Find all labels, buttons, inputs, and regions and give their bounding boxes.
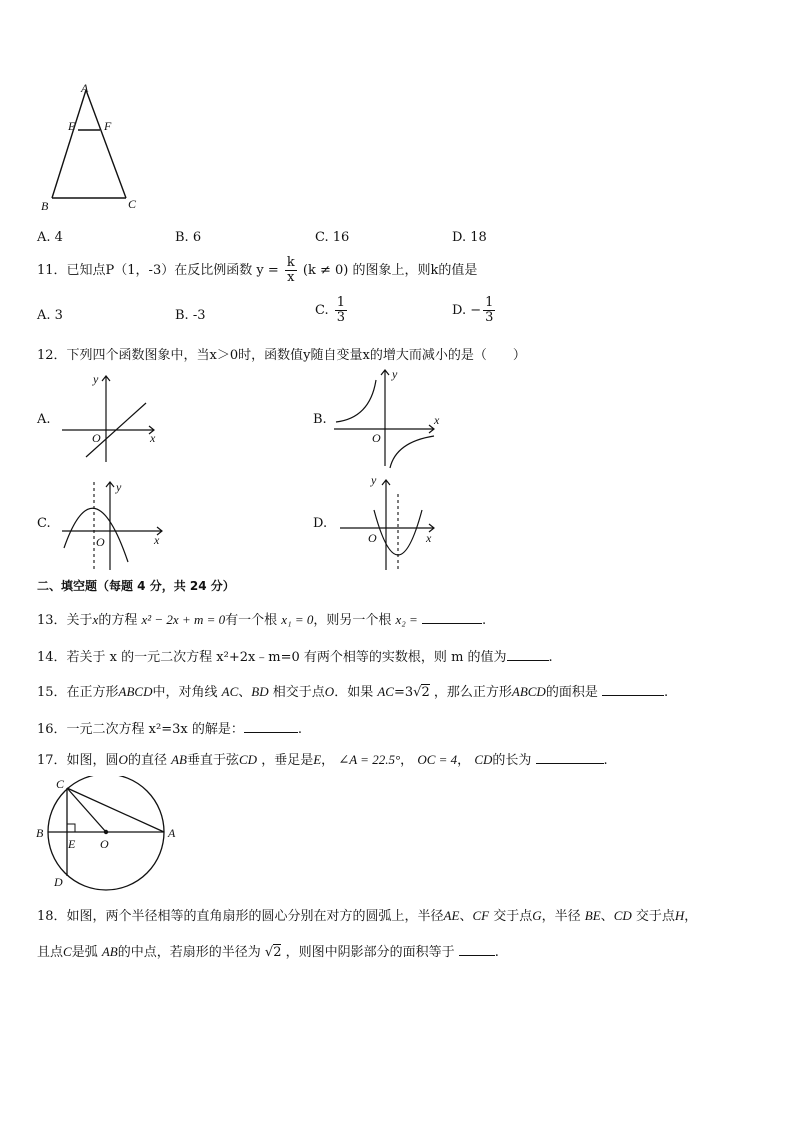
q17-answer-blank[interactable] (536, 751, 604, 764)
q18-question-line-1: 18．如图，两个半径相等的直角扇形的圆心分别在对方的圆弧上，半径AE、CF 交于点G，半径 BE、CD 交于点H， (37, 908, 698, 924)
q14-question: 14．若关于 x 的一元二次方程 x²+2x﹣m=0 有两个相等的实数根，则 m 的值为 . (37, 650, 553, 665)
svg-text:O: O (92, 431, 101, 445)
q15-question: 15．在正方形ABCD中，对角线 AC、BD 相交于点O．如果 AC=3√2 ，那么正方形ABCD的面积是 . (37, 684, 669, 700)
section-2-title: 二、填空题（每题 4 分，共 24 分） (37, 579, 235, 593)
q12-option-a: A. (37, 412, 51, 427)
q10-option-a: A. 4 (37, 230, 63, 245)
q18-answer-blank[interactable] (459, 943, 495, 956)
label-E: E (68, 119, 76, 133)
label-B: B (41, 199, 49, 213)
svg-text:x: x (150, 431, 156, 445)
label-O: O (100, 837, 109, 851)
svg-text:O: O (368, 531, 377, 545)
q11-option-b: B. -3 (175, 308, 206, 323)
label-E: E (68, 837, 76, 851)
q13-question: 13．关于x的方程 x² − 2x + m = 0有一个根 x₁ = 0，则另一个根 x₂ = . (37, 612, 487, 628)
q11-option-c: C. $\frac{1}{3}$ (315, 295, 346, 325)
label-F: F (104, 119, 112, 133)
q10-option-c: C. 16 (315, 230, 350, 245)
label-A: A (81, 81, 89, 95)
q12-graph-c (58, 474, 178, 574)
q12-option-b: B. (313, 412, 327, 427)
svg-text:y: y (371, 473, 377, 487)
q11-option-a: A. 3 (37, 308, 63, 323)
label-C: C (128, 197, 137, 211)
q17-circle-figure (32, 776, 182, 891)
svg-text:x: x (154, 533, 160, 547)
svg-text:y: y (116, 480, 122, 494)
q13-answer-blank[interactable] (422, 611, 482, 624)
svg-text:x: x (434, 413, 440, 427)
svg-text:y: y (392, 367, 398, 381)
q10-triangle-figure (38, 80, 148, 215)
q10-option-b: B. 6 (175, 230, 202, 245)
q12-option-d: D. (313, 516, 328, 531)
svg-text:y: y (93, 372, 99, 386)
q18-question-line-2: 且点C是弧 AB的中点，若扇形的半径为 √2 ，则图中阴影部分的面积等于 . (37, 944, 499, 960)
label-D: D (54, 875, 63, 889)
q12-graph-a (58, 370, 168, 465)
q11-question: 11．已知点P（1，-3）在反比例函数 y = $\frac{k}{x}$ (k ≠ 0) 的图象上，则k的值是 (37, 255, 478, 285)
q14-answer-blank[interactable] (507, 648, 549, 661)
svg-text:O: O (372, 431, 381, 445)
q11-option-d: D. − $\frac{1}{3}$ (452, 295, 494, 325)
svg-text:x: x (426, 531, 432, 545)
label-A: A (168, 826, 176, 840)
q12-graph-d (336, 470, 456, 575)
svg-text:O: O (96, 535, 105, 549)
q16-answer-blank[interactable] (244, 720, 298, 733)
q17-question: 17．如图，圆O的直径 AB垂直于弦CD ，垂足是E， ∠A = 22.5°， OC = 4， CD的长为 . (37, 752, 608, 768)
q16-question: 16．一元二次方程 x²=3x 的解是： . (37, 722, 302, 737)
label-C: C (56, 777, 65, 791)
label-B: B (36, 826, 44, 840)
q10-option-d: D. 18 (452, 230, 487, 245)
q15-answer-blank[interactable] (602, 683, 664, 696)
q12-option-c: C. (37, 516, 51, 531)
q12-question: 12．下列四个函数图象中，当x＞0时，函数值y随自变量x的增大而减小的是（ ） (37, 348, 526, 363)
q12-graph-b (330, 362, 450, 472)
